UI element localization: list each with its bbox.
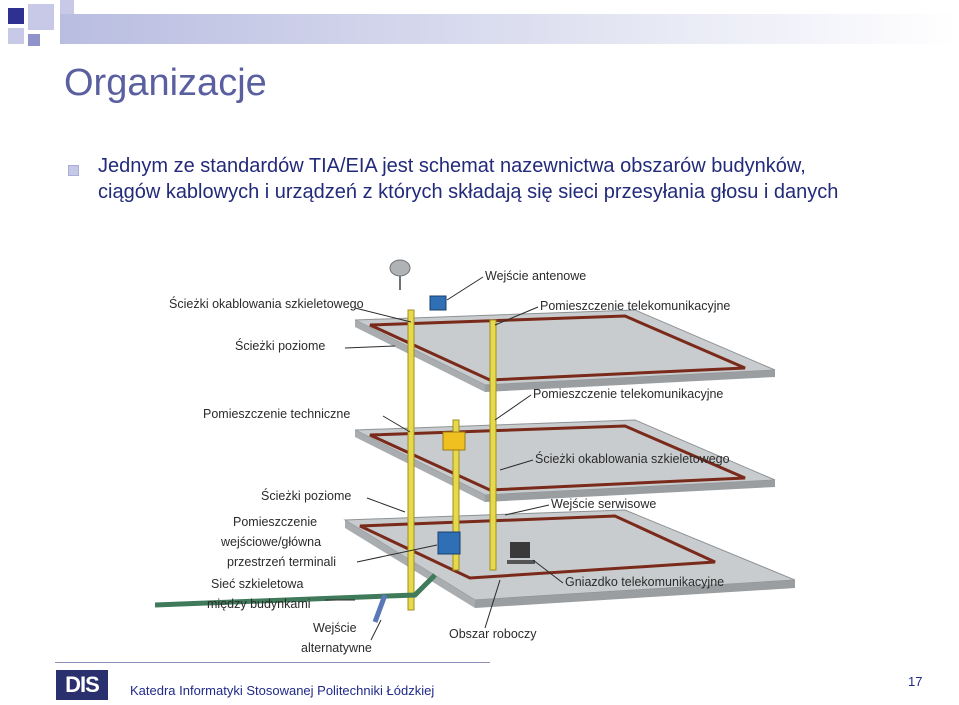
label-gniazdko: Gniazdko telekomunikacyjne	[565, 575, 725, 589]
header-square-decor	[8, 28, 24, 44]
footer-institution: Katedra Informatyki Stosowanej Politechniki Łódzkiej	[130, 683, 435, 698]
label-wejscie-serwisowe: Wejście serwisowe	[551, 497, 657, 511]
bullet-text-line: ciągów kablowych i urządzeń z których składają się sieci przesyłania głosu i danych	[98, 181, 839, 203]
header-square-decor	[8, 8, 24, 24]
label-siec-szkieletowa: między budynkami	[207, 597, 311, 611]
label-pomieszczenie-tele-mid: Pomieszczenie telekomunikacyjne	[533, 387, 724, 401]
label-pomieszczenie-techniczne: Pomieszczenie techniczne	[203, 407, 351, 421]
label-sciezki-szkieletowe-mid: Ścieżki okablowania szkieletowego	[535, 452, 730, 466]
label-sciezki-poziome-top: Ścieżki poziome	[235, 339, 326, 353]
page-number: 17	[908, 674, 923, 689]
floor-slab-top	[355, 310, 775, 392]
label-sciezki-szkieletowe-top: Ścieżki okablowania szkieletowego	[169, 297, 364, 311]
label-wejscie-alternatywne: Wejście	[313, 621, 357, 635]
header-square-decor	[28, 4, 54, 30]
label-obszar-roboczy: Obszar roboczy	[449, 627, 537, 641]
label-pomieszczenie-wejsciowe: wejściowe/główna	[221, 535, 322, 549]
label-wejscie-alternatywne: alternatywne	[301, 641, 372, 655]
header-square-decor	[28, 34, 40, 46]
slide-body-text	[98, 153, 918, 205]
slide-title: Organizacje	[64, 62, 267, 104]
label-siec-szkieletowa: Sieć szkieletowa	[211, 577, 304, 591]
label-sciezki-poziome-low: Ścieżki poziome	[261, 489, 352, 503]
header-square-decor	[60, 0, 74, 14]
label-pomieszczenie-wejsciowe: przestrzeń terminali	[227, 555, 337, 569]
bullet-text-line: Jednym ze standardów TIA/EIA jest schemat nazewnictwa obszarów budynków,	[98, 155, 806, 177]
label-wejscie-antenowe: Wejście antenowe	[485, 269, 587, 283]
header-gradient-bar	[60, 14, 959, 44]
label-pomieszczenie-wejsciowe: Pomieszczenie	[233, 515, 318, 529]
label-pomieszczenie-tele-top: Pomieszczenie telekomunikacyjne	[540, 299, 731, 313]
satellite-dish	[390, 260, 410, 290]
bullet-icon	[68, 165, 79, 176]
building-cabling-diagram	[155, 250, 795, 660]
footer-divider	[55, 662, 490, 663]
institution-logo: DIS	[56, 670, 108, 700]
